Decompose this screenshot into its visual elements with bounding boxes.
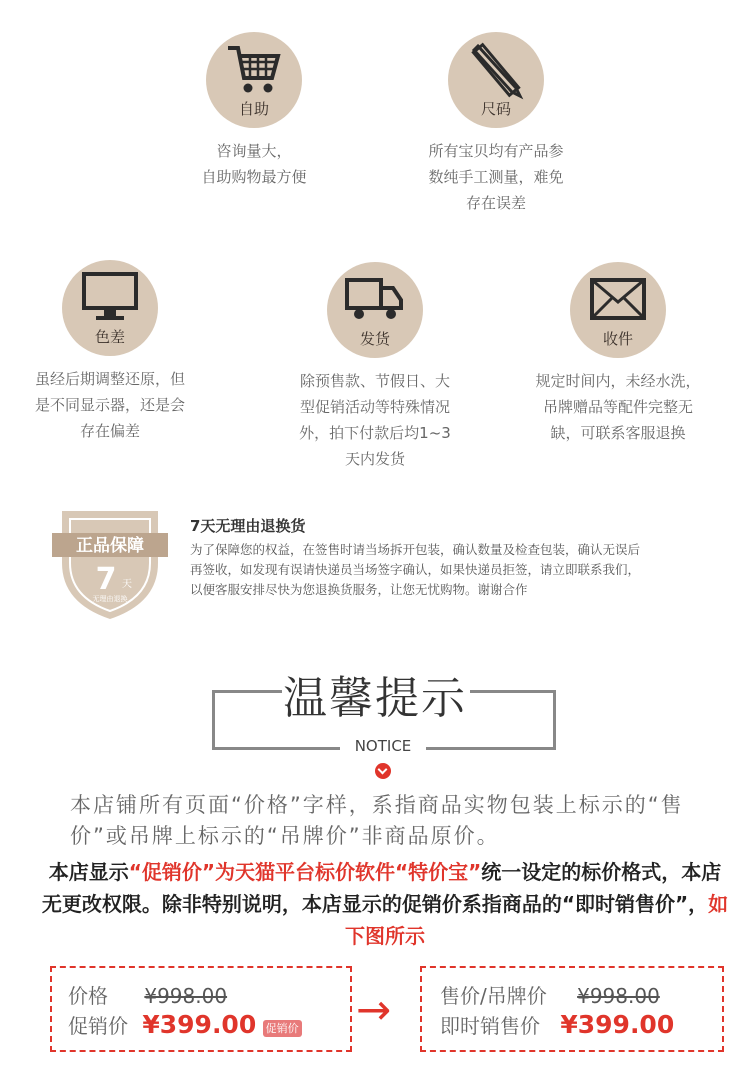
price-row-left-1 xyxy=(68,980,227,1009)
price-row-left-2 xyxy=(68,1010,302,1039)
feature-receive xyxy=(498,262,738,446)
badge-number: 7 xyxy=(95,562,117,597)
monitor-icon xyxy=(80,268,140,328)
notice-highlight: “促销价”为天猫平台标价软件“特价宝” xyxy=(128,860,482,884)
feature-circle xyxy=(327,262,423,358)
price-box-left xyxy=(50,966,352,1052)
feature-circle xyxy=(448,32,544,128)
feature-circle xyxy=(206,32,302,128)
feature-desc: 除预售款、节假日、大 型促销活动等特殊情况 外，拍下付款后均1~3 天内发货 xyxy=(299,372,451,468)
notice-text: 本店显示 xyxy=(48,860,129,884)
notice-paragraph-2 xyxy=(40,856,730,952)
feature-self xyxy=(134,32,374,190)
promo-tag: 促销价 xyxy=(263,1020,302,1037)
guarantee-line: 为了保障您的权益，在签售时请当场拆开包装，确认数量及检查包装，确认无误后 xyxy=(190,542,641,557)
feature-desc: 虽经后期调整还原，但 是不同显示器，还是会 存在偏差 xyxy=(34,370,185,440)
price-box-right xyxy=(420,966,724,1052)
price-label: 价格 xyxy=(68,984,108,1008)
price-current: ¥399.00 xyxy=(560,1010,675,1039)
notice-paragraph-1: 本店铺所有页面“价格”字样，系指商品实物包装上标示的“售价”或吊牌上标示的“吊牌价”非商品原价。 xyxy=(70,793,684,848)
ruler-pencil-icon xyxy=(466,40,526,100)
feature-circle xyxy=(570,262,666,358)
feature-color xyxy=(0,260,230,444)
feature-desc: 规定时间内，未经水洗， 吊牌赠品等配件完整无 缺，可联系客服退换 xyxy=(535,372,701,442)
badge-top-text: 正品保障 xyxy=(76,536,144,556)
guarantee-badge xyxy=(50,503,170,623)
notice-title: 温馨提示 xyxy=(283,673,467,724)
feature-desc: 所有宝贝均有产品参 数纯手工测量，难免 存在误差 xyxy=(428,142,564,212)
price-row-right-2 xyxy=(440,1010,674,1039)
price-original: ¥998.00 xyxy=(144,984,228,1008)
shield-icon xyxy=(50,503,170,623)
price-label: 售价/吊牌价 xyxy=(440,984,547,1008)
guarantee-title: 7天无理由退换货 xyxy=(190,517,306,535)
envelope-icon xyxy=(588,270,648,330)
arrow-right-icon: → xyxy=(356,985,392,1034)
truck-icon xyxy=(345,270,405,330)
notice-text: 统一设定的标价格式，本店无更改权限。除非特别说明，本店显示的促销价系指商品的“即时销售价”， xyxy=(41,860,722,916)
price-label: 促销价 xyxy=(68,1014,128,1038)
notice-subtitle: NOTICE xyxy=(340,737,426,755)
feature-label: 色差 xyxy=(94,328,125,346)
feature-size xyxy=(376,32,616,216)
price-label: 即时销售价 xyxy=(440,1014,540,1038)
feature-label: 尺码 xyxy=(480,100,511,118)
price-promo: ¥399.00 xyxy=(142,1010,257,1039)
feature-ship xyxy=(255,262,495,472)
badge-bottom-text: 无理由退换 xyxy=(92,595,128,603)
bracket-left-bottom xyxy=(212,747,342,750)
feature-circle xyxy=(62,260,158,356)
feature-desc: 咨询量大， 自助购物最方便 xyxy=(201,142,307,186)
chevron-down-icon xyxy=(375,763,391,779)
guarantee-line: 以便客服安排尽快为您退换货服务，让您无忧购物。谢谢合作 xyxy=(190,582,528,597)
notice-highlight: 如下图所示 xyxy=(345,892,729,948)
bracket-right-bottom xyxy=(424,747,556,750)
guarantee-line: 再签收，如发现有误请快递员当场签字确认，如果快递员拒签，请立即联系我们， xyxy=(190,562,641,577)
shopping-cart-icon xyxy=(224,40,284,100)
feature-label: 自助 xyxy=(238,100,269,118)
badge-unit: 天 xyxy=(122,579,132,590)
price-row-right-1 xyxy=(440,980,660,1009)
price-original: ¥998.00 xyxy=(577,984,660,1008)
feature-label: 发货 xyxy=(359,330,390,348)
guarantee-text xyxy=(190,540,750,600)
feature-label: 收件 xyxy=(602,330,633,348)
